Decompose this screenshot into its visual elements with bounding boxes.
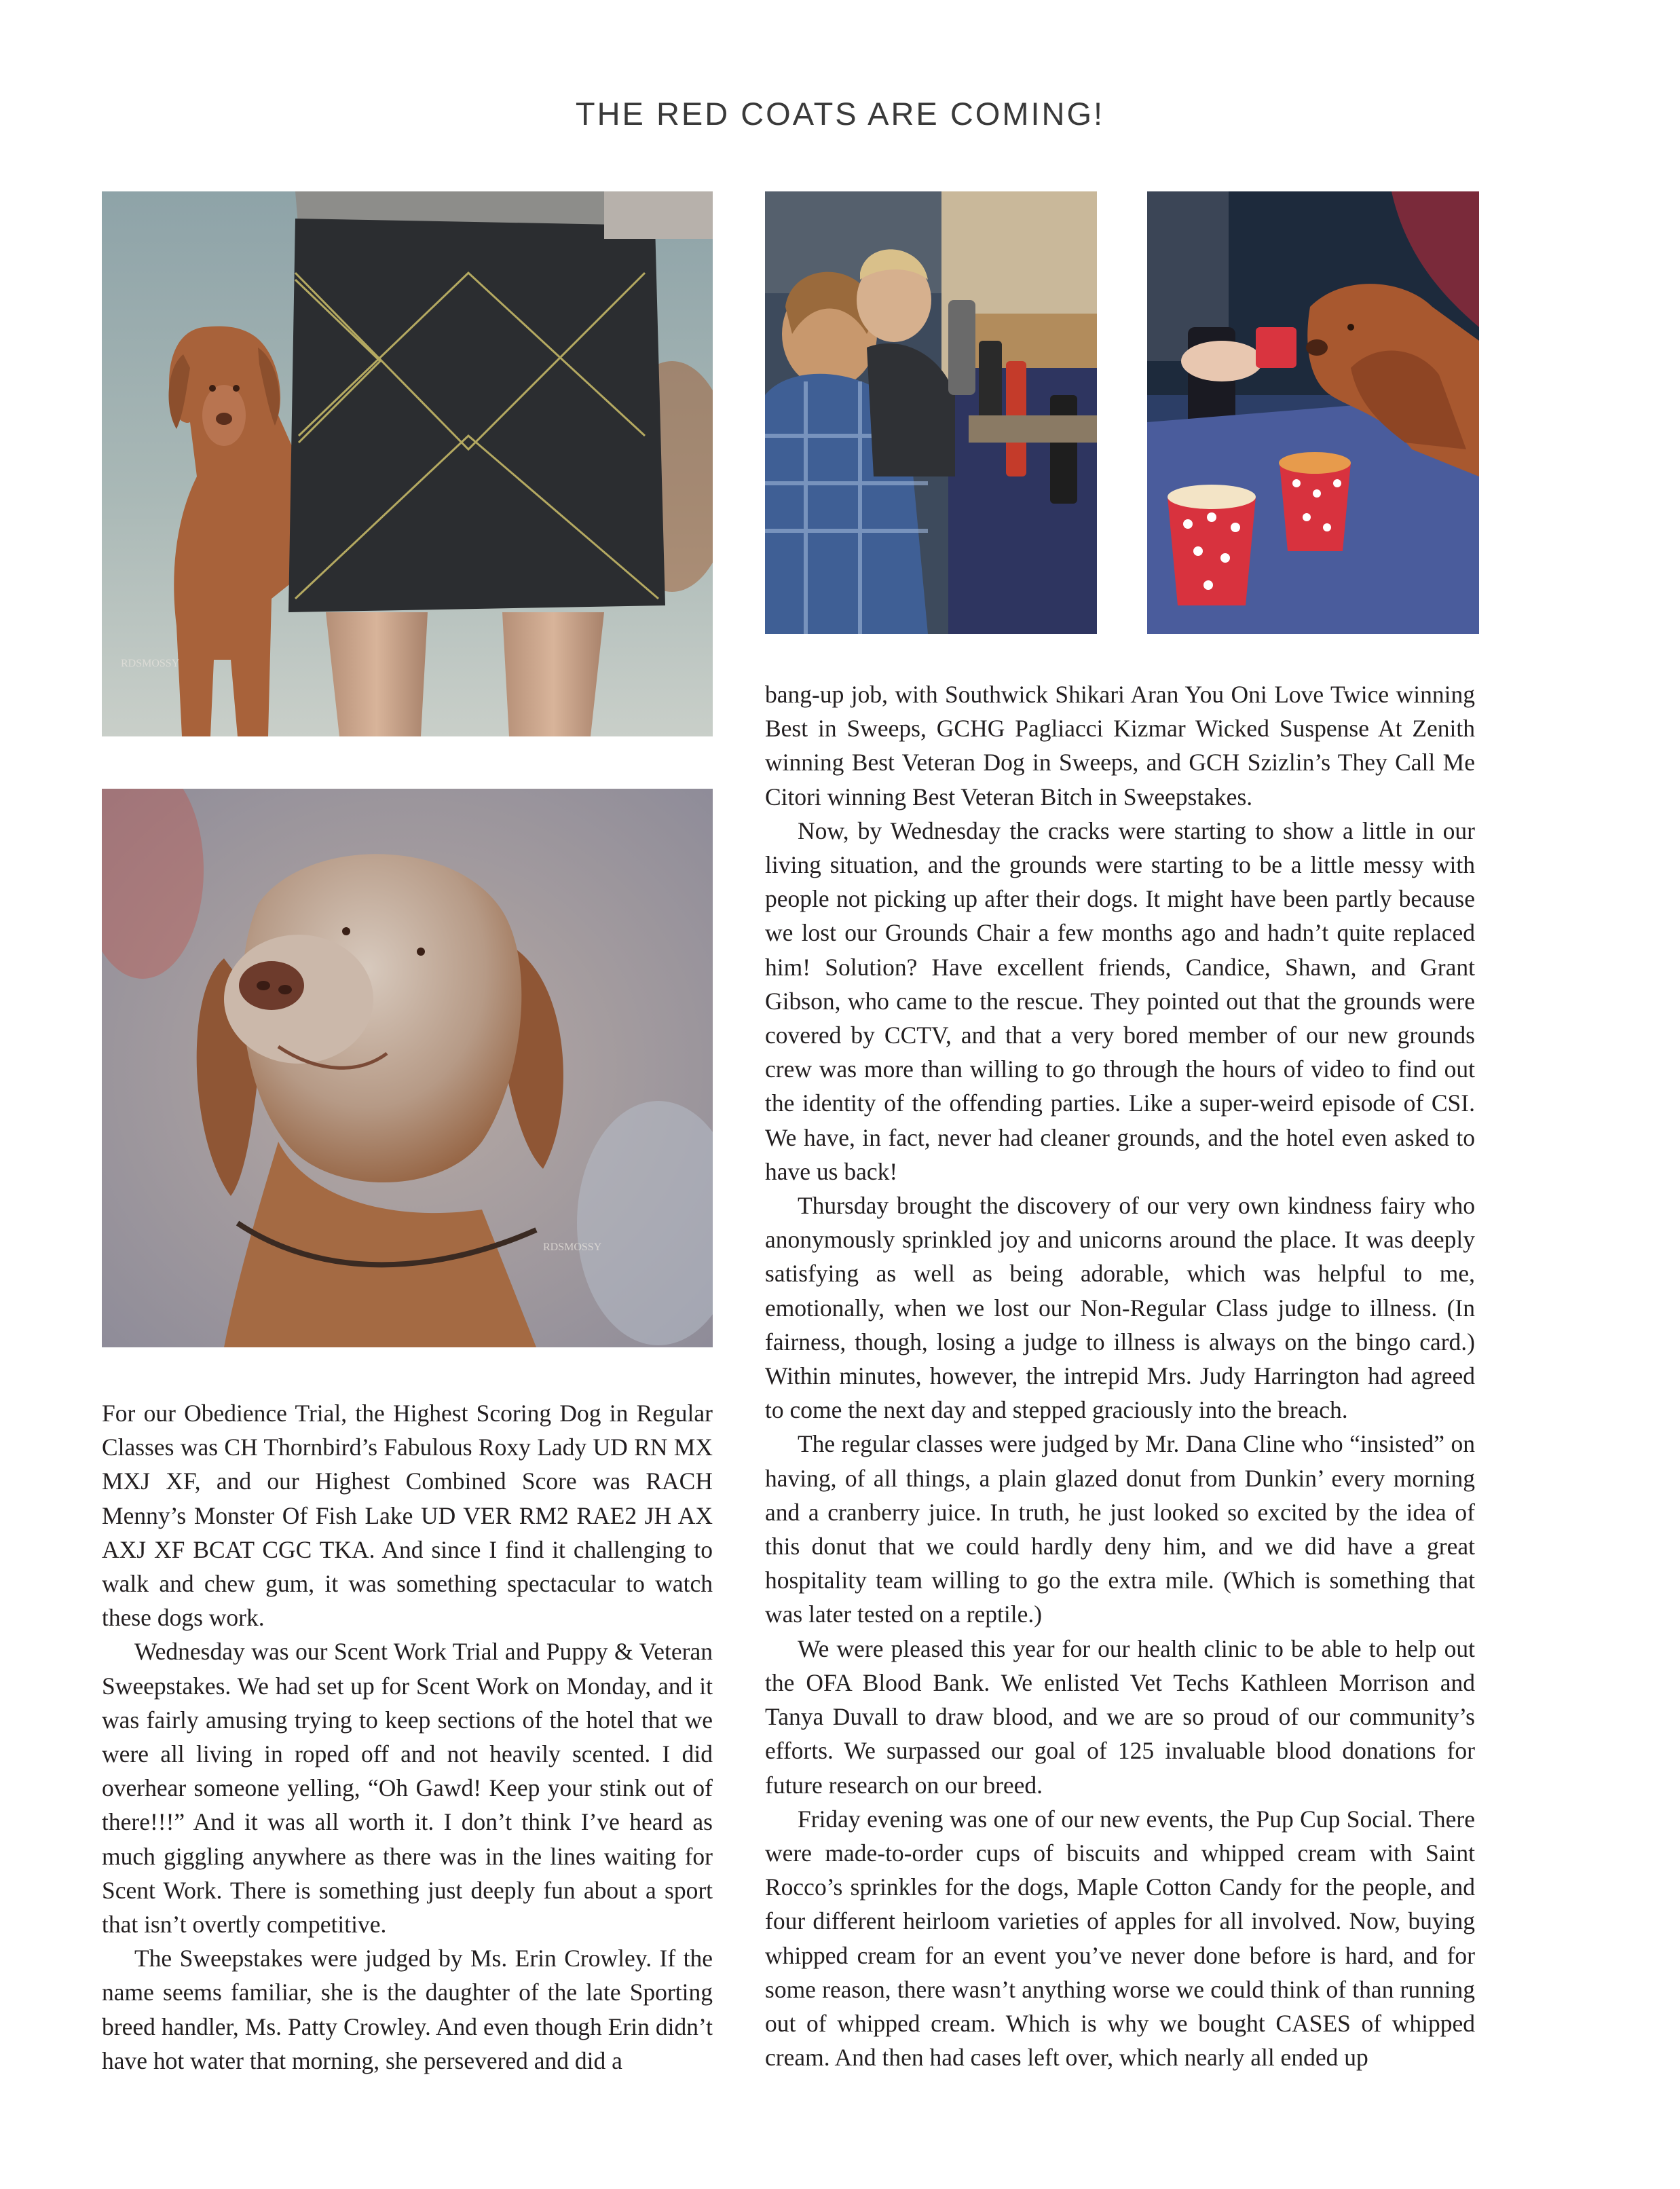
article-column-right bbox=[765, 677, 1475, 2074]
paragraph: Wednesday was our Scent Work Trial and Puppy & Veteran Sweepstakes. We had set up for Scent Work on Monday, and it was fairly amusing trying to keep sections of the hotel that we were all living in roped off and not heavily scented. I did overhear someone yelling, “Oh Gawd! Keep your stink out of there!!!” And it was all worth it. I don’t think I’ve heard as much giggling anywhere as there was in the lines waiting for Scent Work. There is something just deeply fun about a sport that isn’t overtly competitive. bbox=[102, 1638, 713, 1939]
paragraph: Thursday brought the discovery of our very own kindness fairy who anonymously sprinkled joy and unicorns around the place. It was deeply satisfying as well as being adorable, which was helpful to me, emotionally, when we lost our Non-Regular Class judge to illness. (In fairness, though, losing a judge to illness is always on the bingo card.) Within minutes, however, the intrepid Mrs. Judy Harrington had agreed to come the next day and stepped graciously into the breach. bbox=[765, 1192, 1475, 1424]
dog-with-handler-photo bbox=[102, 191, 713, 736]
dog-portrait-photo bbox=[102, 789, 713, 1347]
dogs-treat-photo bbox=[1147, 191, 1479, 634]
paragraph: Now, by Wednesday the cracks were starting to show a little in our living situation, and the grounds were starting to be a little messy with people not picking up after their dogs. It might have been partly because we lost our Grounds Chair a few months ago and hadn’t quite replaced him! Solution? Have excellent friends, Candice, Shawn, and Grant Gibson, who came to the rescue. They pointed out that the grounds were covered by CCTV, and that a very bored member of our new grounds crew was more than willing to go through the hours of video to find out the identity of the offending parties. Like a super-weird episode of CSI. We have, in fact, never had cleaner grounds, and the hotel even asked to have us back! bbox=[765, 817, 1475, 1185]
photo-watermark: RDSMOSSY bbox=[543, 1241, 602, 1253]
paragraph: The regular classes were judged by Mr. Dana Cline who “insisted” on having, of all things, a plain glazed donut from Dunkin’ every morning and a cranberry juice. In truth, he just looked so excited by the idea of this donut that we could hardly deny him, and we did have a great hospitality team willing to go the extra mile. (Which is something that was later tested on a reptile.) bbox=[765, 1430, 1475, 1628]
paragraph: For our Obedience Trial, the Highest Scoring Dog in Regular Classes was CH Thornbird’s Fabulous Roxy Lady UD RN MX MXJ XF, and our Highest Combined Score was RACH Menny’s Monster Of Fish Lake UD VER RM2 RAE2 JH AX AXJ XF BCAT CGC TKA. And since I find it challenging to walk and chew gum, it was something spectacular to watch these dogs work. bbox=[102, 1400, 713, 1632]
paragraph: The Sweepstakes were judged by Ms. Erin Crowley. If the name seems familiar, she is the daughter of the late Sporting breed handler, Ms. Patty Crowley. And even though Erin didn’t have hot water that morning, she persevered and did a bbox=[102, 1945, 713, 2074]
paragraph: We were pleased this year for our health clinic to be able to help out the OFA Blood Bank. We enlisted Vet Techs Kathleen Morrison and Tanya Duvall to draw blood, and we are so proud of our community’s efforts. We surpassed our goal of 125 invaluable blood donations for future research on our breed. bbox=[765, 1634, 1475, 1799]
paragraph: bang-up job, with Southwick Shikari Aran You Oni Love Twice winning Best in Sweeps, GCHG Pagliacci Kizmar Wicked Suspense At Zenith winning Best Veteran Dog in Sweeps, and GCH Szizlin’s They Call Me Citori winning Best Veteran Bitch in Sweepstakes. bbox=[765, 681, 1475, 810]
article-column-left bbox=[102, 1396, 713, 2078]
children-photo bbox=[765, 191, 1097, 634]
paragraph: Friday evening was one of our new events, the Pup Cup Social. There were made-to-order cups of biscuits and whipped cream with Saint Rocco’s sprinkles for the dogs, Maple Cotton Candy for the people, and four different heirloom varieties of apples for all involved. Now, buying whipped cream for an event you’ve never done before is hard, and for some reason, there wasn’t anything worse we could think of than running out of whipped cream. Which is why we bought CASES of whipped cream. And then had cases left over, which nearly all ended up bbox=[765, 1805, 1475, 2072]
page-header: THE RED COATS ARE COMING! bbox=[575, 96, 1105, 132]
photo-watermark: RDSMOSSY bbox=[121, 658, 180, 669]
